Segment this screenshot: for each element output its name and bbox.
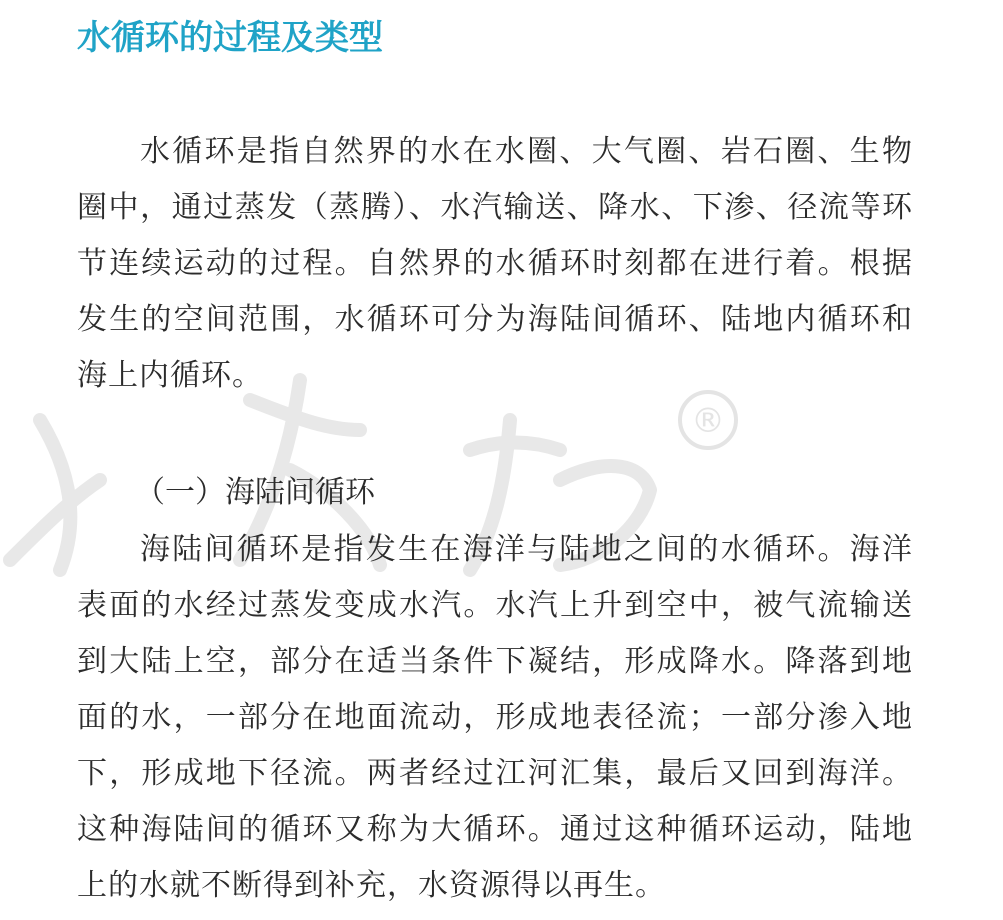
- section-heading: （一）海陆间循环: [135, 475, 375, 510]
- intro-paragraph: 水循环是指自然界的水在水圈、大气圈、岩石圈、生物圈中，通过蒸发（蒸腾）、水汽输送、降水、下渗、径流等环节连续运动的过程。自然界的水循环时刻都在进行着。根据发生的空间范围，水循环可分为海陆间循环、陆地内循环和海上内循环。: [77, 134, 913, 393]
- page-title: 水循环的过程及类型: [77, 18, 383, 58]
- registered-mark: ®: [691, 401, 725, 441]
- section-paragraph: 海陆间循环是指发生在海洋与陆地之间的水循环。海洋表面的水经过蒸发变成水汽。水汽上升到空中，被气流输送到大陆上空，部分在适当条件下凝结，形成降水。降落到地面的水，一部分在地面流动，形成地表径流；一部分渗入地下，形成地下径流。两者经过江河汇集，最后又回到海洋。这种海陆间的循环又称为大循环。通过这种循环运动，陆地上的水就不断得到补充，水资源得以再生。: [77, 532, 913, 903]
